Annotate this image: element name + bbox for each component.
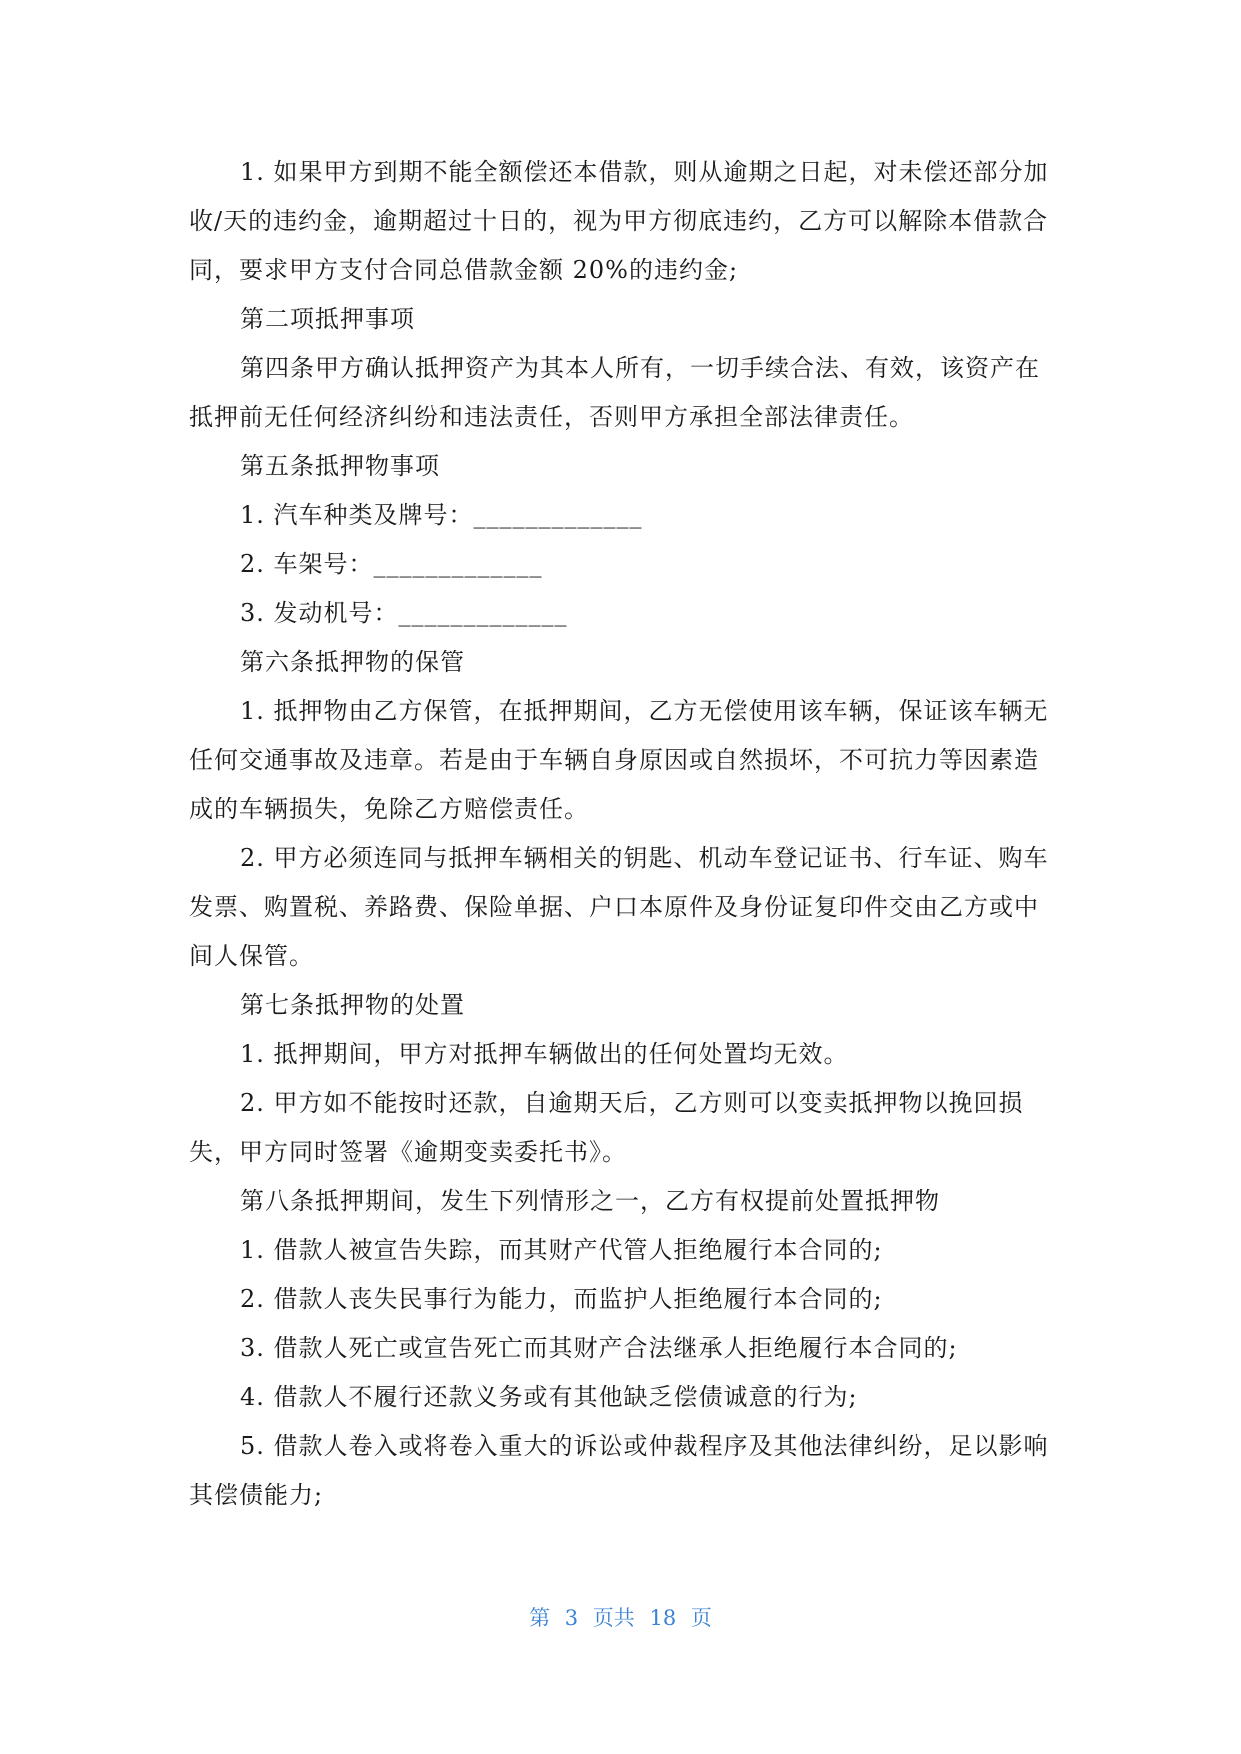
list-item: 3. 借款人死亡或宣告死亡而其财产合法继承人拒绝履行本合同的; (240, 1334, 958, 1362)
paragraph: 第四条甲方确认抵押资产为其本人所有，一切手续合法、有效，该资产在抵押前无任何经济纠纷和违法责任，否则甲方承担全部法律责任。 (189, 354, 1040, 431)
paragraph: 2. 甲方如不能按时还款，自逾期天后，乙方则可以变卖抵押物以挽回损失，甲方同时签署《逾期变卖委托书》。 (189, 1089, 1024, 1166)
section-heading: 第五条抵押物事项 (240, 452, 440, 480)
paragraph: 1. 抵押物由乙方保管，在抵押期间，乙方无偿使用该车辆，保证该车辆无任何交通事故及违章。若是由于车辆自身原因或自然损坏，不可抗力等因素造成的车辆损失，免除乙方赔偿责任。 (189, 697, 1049, 823)
paragraph: 1. 抵押期间，甲方对抵押车辆做出的任何处置均无效。 (240, 1040, 849, 1068)
section-heading: 第二项抵押事项 (240, 305, 415, 333)
list-item: 1. 借款人被宣告失踪，而其财产代管人拒绝履行本合同的; (240, 1236, 883, 1264)
list-item: 2. 借款人丧失民事行为能力，而监护人拒绝履行本合同的; (240, 1285, 883, 1313)
section-heading: 第七条抵押物的处置 (240, 991, 465, 1019)
fill-in-line: 2. 车架号：_____________ (240, 550, 543, 578)
document-body (189, 148, 1051, 1520)
page-number-footer: 第 3 页共 18 页 (529, 1606, 712, 1630)
list-item: 5. 借款人卷入或将卷入重大的诉讼或仲裁程序及其他法律纠纷，足以影响其偿债能力; (189, 1432, 1049, 1509)
paragraph: 1. 如果甲方到期不能全额偿还本借款，则从逾期之日起，对未偿还部分加收/天的违约金，逾期超过十日的，视为甲方彻底违约，乙方可以解除本借款合同，要求甲方支付合同总借款金额 20%的违约金; (189, 158, 1049, 284)
fill-in-line: 3. 发动机号：_____________ (240, 599, 568, 627)
section-heading: 第六条抵押物的保管 (240, 648, 465, 676)
section-heading: 第八条抵押期间，发生下列情形之一，乙方有权提前处置抵押物 (240, 1187, 940, 1215)
paragraph: 2. 甲方必须连同与抵押车辆相关的钥匙、机动车登记证书、行车证、购车发票、购置税、养路费、保险单据、户口本原件及身份证复印件交由乙方或中间人保管。 (189, 844, 1049, 970)
fill-in-line: 1. 汽车种类及牌号：_____________ (240, 501, 643, 529)
list-item: 4. 借款人不履行还款义务或有其他缺乏偿债诚意的行为; (240, 1383, 858, 1411)
